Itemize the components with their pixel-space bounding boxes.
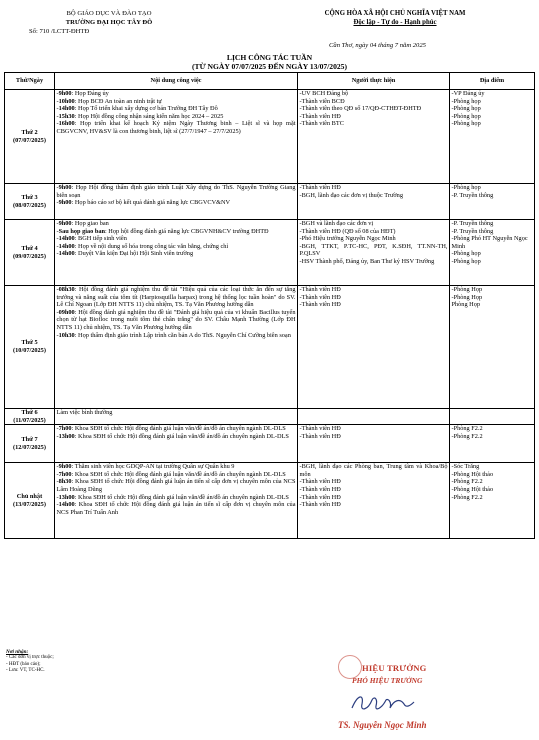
item-bullet: - (299, 90, 302, 97)
signer-subtitle: PHÓ HIỆU TRƯỞNG (352, 676, 423, 685)
schedule-table (4, 72, 535, 539)
item-location: -Sóc Trăng (451, 463, 480, 471)
day-row (5, 184, 535, 220)
participants-text: Thành viên HĐ (301, 432, 341, 440)
document-header (0, 0, 539, 49)
item-bullet: - (56, 242, 59, 250)
recipients-note (6, 649, 54, 675)
day-date: (12/07/2025) (13, 443, 46, 451)
recipients-heading: Nơi nhận: (6, 649, 29, 655)
item-text: : Khoa SĐH tổ chức Hội đồng đánh giá luận văn/đề án/đồ án chuyên ngành DL-DLS (74, 432, 289, 440)
item-participants (300, 220, 448, 228)
recipient-line: - Lưu: VT, TC-HC. (6, 668, 45, 674)
item-bullet: - (56, 463, 59, 471)
item-time: 09h00 (58, 308, 75, 316)
item-text: : Họp về nội dung số hóa trong công tác văn bằng, chứng chỉ (74, 242, 229, 250)
national-motto: Độc lập - Tự do - Hạnh phúc (353, 19, 437, 26)
participants-text: HSV Thành phố, Đảng ủy, Ban Thư ký HSV Trường (301, 257, 435, 265)
item-participants (300, 113, 448, 121)
item-time: 7h00 (58, 425, 72, 433)
item-location: -Phòng họp (451, 97, 481, 105)
col-location: Địa điểm (450, 73, 535, 90)
item-text: : Họp Hội đồng thẩm định giáo trình Luật Xây dựng do ThS. Nguyễn Trường Giang biên soạn (56, 184, 296, 199)
item-text: Làm việc bình thường (56, 409, 113, 416)
location-cell (450, 286, 535, 409)
content-cell (55, 184, 298, 220)
schedule-item (57, 250, 296, 258)
item-text: : Khoa SĐH tổ chức Hội đồng đánh giá luận án tiến sĩ cấp đơn vị chuyên môn của NCS Lâm Hoàng Dũng (56, 478, 296, 493)
item-participants (300, 235, 448, 243)
schedule-item (57, 228, 296, 236)
participants-text: Thành viên HĐ (301, 425, 341, 433)
item-location: -VP Đảng ủy (451, 90, 485, 97)
day-name: Chủ nhật (16, 493, 43, 501)
schedule-item (57, 220, 296, 228)
schedule-item (57, 235, 296, 243)
item-participants (300, 258, 448, 266)
participants-text: BGH, TTKT, P.TC-HC, PĐT, K.SĐH, TT.NN-TH, P.QLSV (299, 242, 448, 258)
item-participants (300, 463, 448, 478)
item-bullet: - (299, 301, 302, 309)
item-bullet: - (299, 478, 302, 486)
participants-text: Phó Hiệu trưởng Nguyễn Ngọc Minh (301, 235, 396, 243)
item-location: -Phòng họp (451, 120, 481, 128)
item-participants (300, 90, 448, 98)
item-bullet: - (56, 235, 59, 243)
item-text: : Duyệt Văn kiện Đại hội Hội Sinh viên trường (74, 250, 194, 258)
item-time: 9h00 (58, 220, 72, 227)
school-name: TRƯỜNG ĐẠI HỌC TÂY ĐÔ (65, 19, 153, 26)
item-time: 16h00 (58, 120, 75, 128)
item-bullet: - (56, 425, 59, 433)
item-text: : Họp BCĐ An toàn an ninh trật tự (74, 97, 162, 105)
participants-text: Thành viên BTC (301, 120, 344, 128)
day-date: (07/07/2025) (13, 136, 46, 144)
item-participants (300, 228, 448, 236)
item-bullet: - (299, 425, 302, 433)
participants-text: Thành viên HĐ (301, 184, 341, 191)
day-row (5, 463, 535, 539)
item-location: -Phòng họp (451, 250, 481, 258)
item-text: : Họp giao ban (71, 220, 109, 227)
item-participants (300, 105, 448, 113)
item-location: -Phòng Phó HT Nguyễn Ngọc Minh (451, 235, 528, 250)
schedule-item (57, 243, 296, 251)
col-participants: Người thực hiện (298, 73, 450, 90)
schedule-item (57, 199, 296, 207)
participants-text: BGH, lãnh đạo các đơn vị thuộc Trường (301, 191, 403, 199)
schedule-item (57, 332, 296, 340)
item-bullet: - (56, 97, 59, 105)
item-bullet: - (56, 432, 59, 440)
item-bullet: - (299, 227, 302, 235)
day-cell (5, 220, 55, 286)
schedule-item (57, 471, 296, 479)
item-time: 14h00 (58, 250, 75, 258)
place-date: Cần Thơ, ngày 04 tháng 7 năm 2025 (329, 42, 426, 49)
item-bullet: - (56, 220, 59, 227)
item-bullet: - (56, 478, 59, 486)
item-bullet: - (299, 97, 302, 105)
item-bullet: - (56, 184, 59, 191)
day-name: Thứ 3 (21, 193, 38, 201)
day-date: (08/07/2025) (13, 201, 46, 209)
recipient-line: - Các đơn vị trực thuộc; (6, 655, 54, 661)
item-bullet: - (56, 199, 59, 207)
item-participants (300, 425, 448, 433)
item-bullet: - (56, 501, 59, 509)
content-cell (55, 425, 298, 463)
item-participants (300, 286, 448, 294)
schedule-item (57, 98, 296, 106)
item-bullet: - (56, 493, 59, 501)
day-row (5, 409, 535, 425)
participants-text: Thành viên HĐ (301, 112, 341, 120)
document-number: Số: 710 /LCTT-ĐHTĐ (29, 28, 90, 35)
item-bullet: - (56, 105, 59, 113)
item-location: -P. Truyền thông (451, 220, 494, 227)
item-bullet: - (299, 242, 302, 250)
item-location: -Phòng Họp (451, 286, 483, 293)
document-title (0, 53, 539, 71)
item-bullet: - (299, 184, 302, 191)
schedule-item (57, 286, 296, 309)
item-participants (300, 294, 448, 302)
recipient-line: - HĐT (báo cáo); (6, 661, 41, 667)
day-date: (13/07/2025) (13, 500, 46, 508)
item-location: -Phòng Hội thảo (451, 470, 494, 478)
item-text: : Họp Hội đồng công nhận sáng kiến năm học 2024 – 2025 (74, 112, 224, 120)
item-participants (300, 501, 448, 509)
title-line2: (TỪ NGÀY 07/07/2025 ĐẾN NGÀY 13/07/2025) (191, 62, 348, 71)
day-cell (5, 463, 55, 539)
participants-text: Thành viên HĐ (301, 493, 341, 501)
item-time: Sau họp giao ban (58, 227, 105, 235)
day-row (5, 286, 535, 409)
item-text: : Họp triển khai kế hoạch Kỷ niệm Ngày Thương binh – Liệt sĩ và họp mặt CBGVCNV, HV&SV là con thương binh, liệt sĩ (27/7/1947 – 27/7/2025) (56, 120, 296, 135)
item-participants (300, 243, 448, 258)
item-participants (300, 494, 448, 502)
item-participants (300, 301, 448, 309)
item-time: 13h00 (58, 432, 75, 440)
day-cell (5, 90, 55, 184)
item-bullet: - (56, 470, 59, 478)
item-text: : Thăm sinh viên học GDQP-AN tại trường Quân sự Quân khu 9 (71, 463, 235, 471)
item-time: 9h00 (58, 90, 72, 97)
item-text: : Họp thẩm định giáo trình Lập trình căn bản A do ThS. Nguyễn Chí Cường biên soạn (74, 331, 291, 339)
item-participants (300, 478, 448, 486)
participants-text: Thành viên HĐ (301, 485, 341, 493)
item-time: 9h00 (58, 184, 72, 191)
day-name: Thứ 7 (21, 436, 38, 444)
item-location: -Phòng F2.2 (451, 478, 483, 486)
participants-cell (298, 463, 450, 539)
item-text: : Họp Tổ triển khai xây dựng cơ bản Trường ĐH Tây Đô (74, 105, 218, 113)
item-bullet: - (299, 501, 302, 509)
schedule-item (57, 184, 296, 199)
item-text: : BGH tiếp sinh viên (74, 235, 127, 243)
item-bullet: - (299, 463, 302, 471)
item-time: 10h30 (58, 331, 75, 339)
day-date: (10/07/2025) (13, 347, 46, 354)
location-cell (450, 90, 535, 184)
item-time: 9h00 (58, 199, 72, 207)
item-bullet: - (56, 227, 59, 235)
day-cell (5, 286, 55, 409)
item-time: 7h00 (58, 470, 72, 478)
table-header-row (5, 73, 535, 90)
item-bullet: - (56, 331, 59, 339)
signer-title: HIỆU TRƯỞNG (362, 663, 427, 673)
item-bullet: - (299, 293, 302, 301)
issuer-block (4, 9, 214, 36)
day-cell (5, 425, 55, 463)
item-bullet: - (56, 112, 59, 120)
item-participants (300, 486, 448, 494)
participants-cell (298, 184, 450, 220)
schedule-item (57, 463, 296, 471)
participants-text: Thành viên BCĐ (301, 97, 345, 105)
participants-cell (298, 90, 450, 184)
col-day: Thứ/Ngày (5, 73, 55, 90)
item-bullet: - (299, 105, 302, 113)
item-time: 14h00 (58, 105, 75, 113)
schedule-item (57, 90, 296, 98)
item-time: 8h30 (58, 478, 72, 486)
schedule-item (57, 409, 296, 417)
item-bullet: - (299, 432, 302, 440)
item-location: -Phòng họp (451, 105, 481, 113)
participants-cell (298, 409, 450, 425)
schedule-item (57, 120, 296, 135)
item-location: Phòng Họp (451, 301, 481, 309)
item-location: -Phòng Hội thảo (451, 485, 494, 493)
handwritten-signature (348, 690, 418, 716)
day-date: (11/07/2025) (13, 416, 46, 424)
item-location: -Phòng Họp (451, 293, 483, 301)
participants-text: UV BCH Đảng bộ (301, 90, 349, 97)
item-text: : Hội đồng đánh giá nghiệm thu đề tài "Hiệu quả của các loại thức ăn đến sự tăng trưởng và năng suất của tôm tít (Harpiosquilla harpax) trong hệ thống lọc tuần hoàn" do SV. Lê Chí Ngoan (Lớp ĐH NTTS 11) chủ nhiệm, TS. Tạ Văn Phương hướng dẫn (56, 286, 296, 309)
item-bullet: - (56, 308, 59, 316)
day-row (5, 425, 535, 463)
participants-cell (298, 220, 450, 286)
participants-cell (298, 425, 450, 463)
item-text: : Khoa SĐH tổ chức Hội đồng đánh giá luận án tiến sĩ cấp đơn vị chuyên môn của NCS Phan Trí Tuấn Anh (56, 501, 296, 516)
participants-text: Thành viên HĐ (301, 293, 341, 301)
item-bullet: - (56, 286, 59, 293)
item-participants (300, 184, 448, 192)
item-location: -Phòng họp (451, 257, 481, 265)
day-name: Thứ 2 (21, 128, 38, 136)
participants-text: Thành viên HĐ (301, 501, 341, 509)
day-name: Thứ 5 (21, 339, 38, 347)
item-location: -Phòng họp (451, 184, 481, 191)
content-cell (55, 286, 298, 409)
schedule-item (57, 105, 296, 113)
participants-text: Thành viên HĐ (301, 301, 341, 309)
item-time: 10h00 (58, 97, 75, 105)
participants-text: Thành viên theo QĐ số 17/QĐ-CTHĐT-ĐHTĐ (301, 105, 422, 113)
schedule-item (57, 494, 296, 502)
item-bullet: - (299, 286, 302, 293)
location-cell (450, 425, 535, 463)
participants-text: Thành viên HĐ (QĐ số 08 của HĐT) (301, 227, 396, 235)
national-header (255, 9, 535, 49)
signer-name: TS. Nguyễn Ngọc Minh (338, 720, 427, 730)
item-time: 9h00 (58, 463, 72, 471)
item-location: -P. Truyền thông (451, 227, 494, 235)
item-location: -Phòng họp (451, 112, 481, 120)
day-row (5, 220, 535, 286)
location-cell (450, 463, 535, 539)
participants-text: Thành viên HĐ (301, 478, 341, 486)
signature-block (330, 655, 450, 735)
item-text: : Họp báo cáo sơ bộ kết quả đánh giá năng lực CBGVCV&NV (71, 199, 231, 207)
item-bullet: - (56, 90, 59, 97)
item-bullet: - (299, 257, 302, 265)
schedule-item (57, 433, 296, 441)
location-cell (450, 220, 535, 286)
schedule-item (57, 113, 296, 121)
day-cell (5, 184, 55, 220)
item-bullet: - (56, 120, 59, 128)
item-bullet: - (299, 485, 302, 493)
item-participants (300, 433, 448, 441)
participants-text: Thành viên HĐ (301, 286, 341, 293)
day-name: Thứ 6 (21, 409, 38, 416)
item-time: 14h00 (58, 501, 75, 509)
item-text: : Họp hội đồng đánh giá năng lực CBGVNH&CV trường ĐHTĐ (104, 227, 269, 235)
day-name: Thứ 4 (21, 244, 38, 252)
item-text: : Khoa SĐH tổ chức Hội đồng đánh giá luận văn/đề án/đồ án chuyên ngành DL-DLS (71, 425, 286, 433)
country-name: CỘNG HÒA XÃ HỘI CHỦ NGHĨA VIỆT NAM (324, 10, 466, 17)
item-text: : Khoa SĐH tổ chức Hội đồng đánh giá luận văn/đề án/đồ án chuyên ngành DL-DLS (74, 493, 289, 501)
schedule-item (57, 309, 296, 332)
item-text: : Họp Đảng ủy (71, 90, 109, 97)
participants-text: BGH và lãnh đạo các đơn vị (301, 220, 374, 227)
item-bullet: - (299, 112, 302, 120)
item-location: -Phòng F2.2 (451, 425, 483, 433)
title-line1: LỊCH CÔNG TÁC TUẦN (226, 53, 313, 62)
item-time: 08h30 (58, 286, 75, 293)
location-cell (450, 409, 535, 425)
item-bullet: - (56, 250, 59, 258)
item-location: -Phòng F2.2 (451, 432, 483, 440)
participants-text: BGH, lãnh đạo các Phòng ban, Trung tâm và Khoa/Bộ môn (299, 463, 448, 478)
schedule-item (57, 478, 296, 493)
location-cell (450, 184, 535, 220)
item-participants (300, 98, 448, 106)
item-time: 14h00 (58, 235, 75, 243)
content-cell (55, 220, 298, 286)
item-bullet: - (299, 493, 302, 501)
item-location: -P. Truyền thông (451, 191, 494, 199)
schedule-item (57, 425, 296, 433)
schedule-item (57, 501, 296, 516)
item-time: 14h00 (58, 242, 75, 250)
col-content: Nội dung công việc (55, 73, 298, 90)
content-cell (55, 463, 298, 539)
item-participants (300, 192, 448, 200)
item-participants (300, 120, 448, 128)
content-cell (55, 409, 298, 425)
day-date: (09/07/2025) (13, 252, 46, 260)
day-row (5, 90, 535, 184)
day-cell (5, 409, 55, 425)
ministry-name: BỘ GIÁO DỤC VÀ ĐÀO TẠO (66, 10, 152, 17)
item-time: 13h00 (58, 493, 75, 501)
item-text: : Khoa SĐH tổ chức Hội đồng đánh giá luận văn/đề án/đồ án chuyên ngành DL-DLS (71, 470, 286, 478)
participants-cell (298, 286, 450, 409)
item-bullet: - (299, 220, 302, 227)
item-location: -Phòng F2.2 (451, 493, 483, 501)
item-time: 15h30 (58, 112, 75, 120)
item-bullet: - (299, 120, 302, 128)
item-bullet: - (299, 191, 302, 199)
item-text: : Hội đồng đánh giá nghiệm thu đề tài "Đánh giá hiệu quả của vi khuẩn Bacillus tuyển chọn từ hạt Biofloc trong nuôi tôm thẻ chân trắng" do SV. Châu Mạnh Thường (Lớp ĐH NTTS 11) chủ nhiệm, TS. Tạ Văn Phương hướng dẫn (56, 308, 296, 331)
content-cell (55, 90, 298, 184)
item-bullet: - (299, 235, 302, 243)
